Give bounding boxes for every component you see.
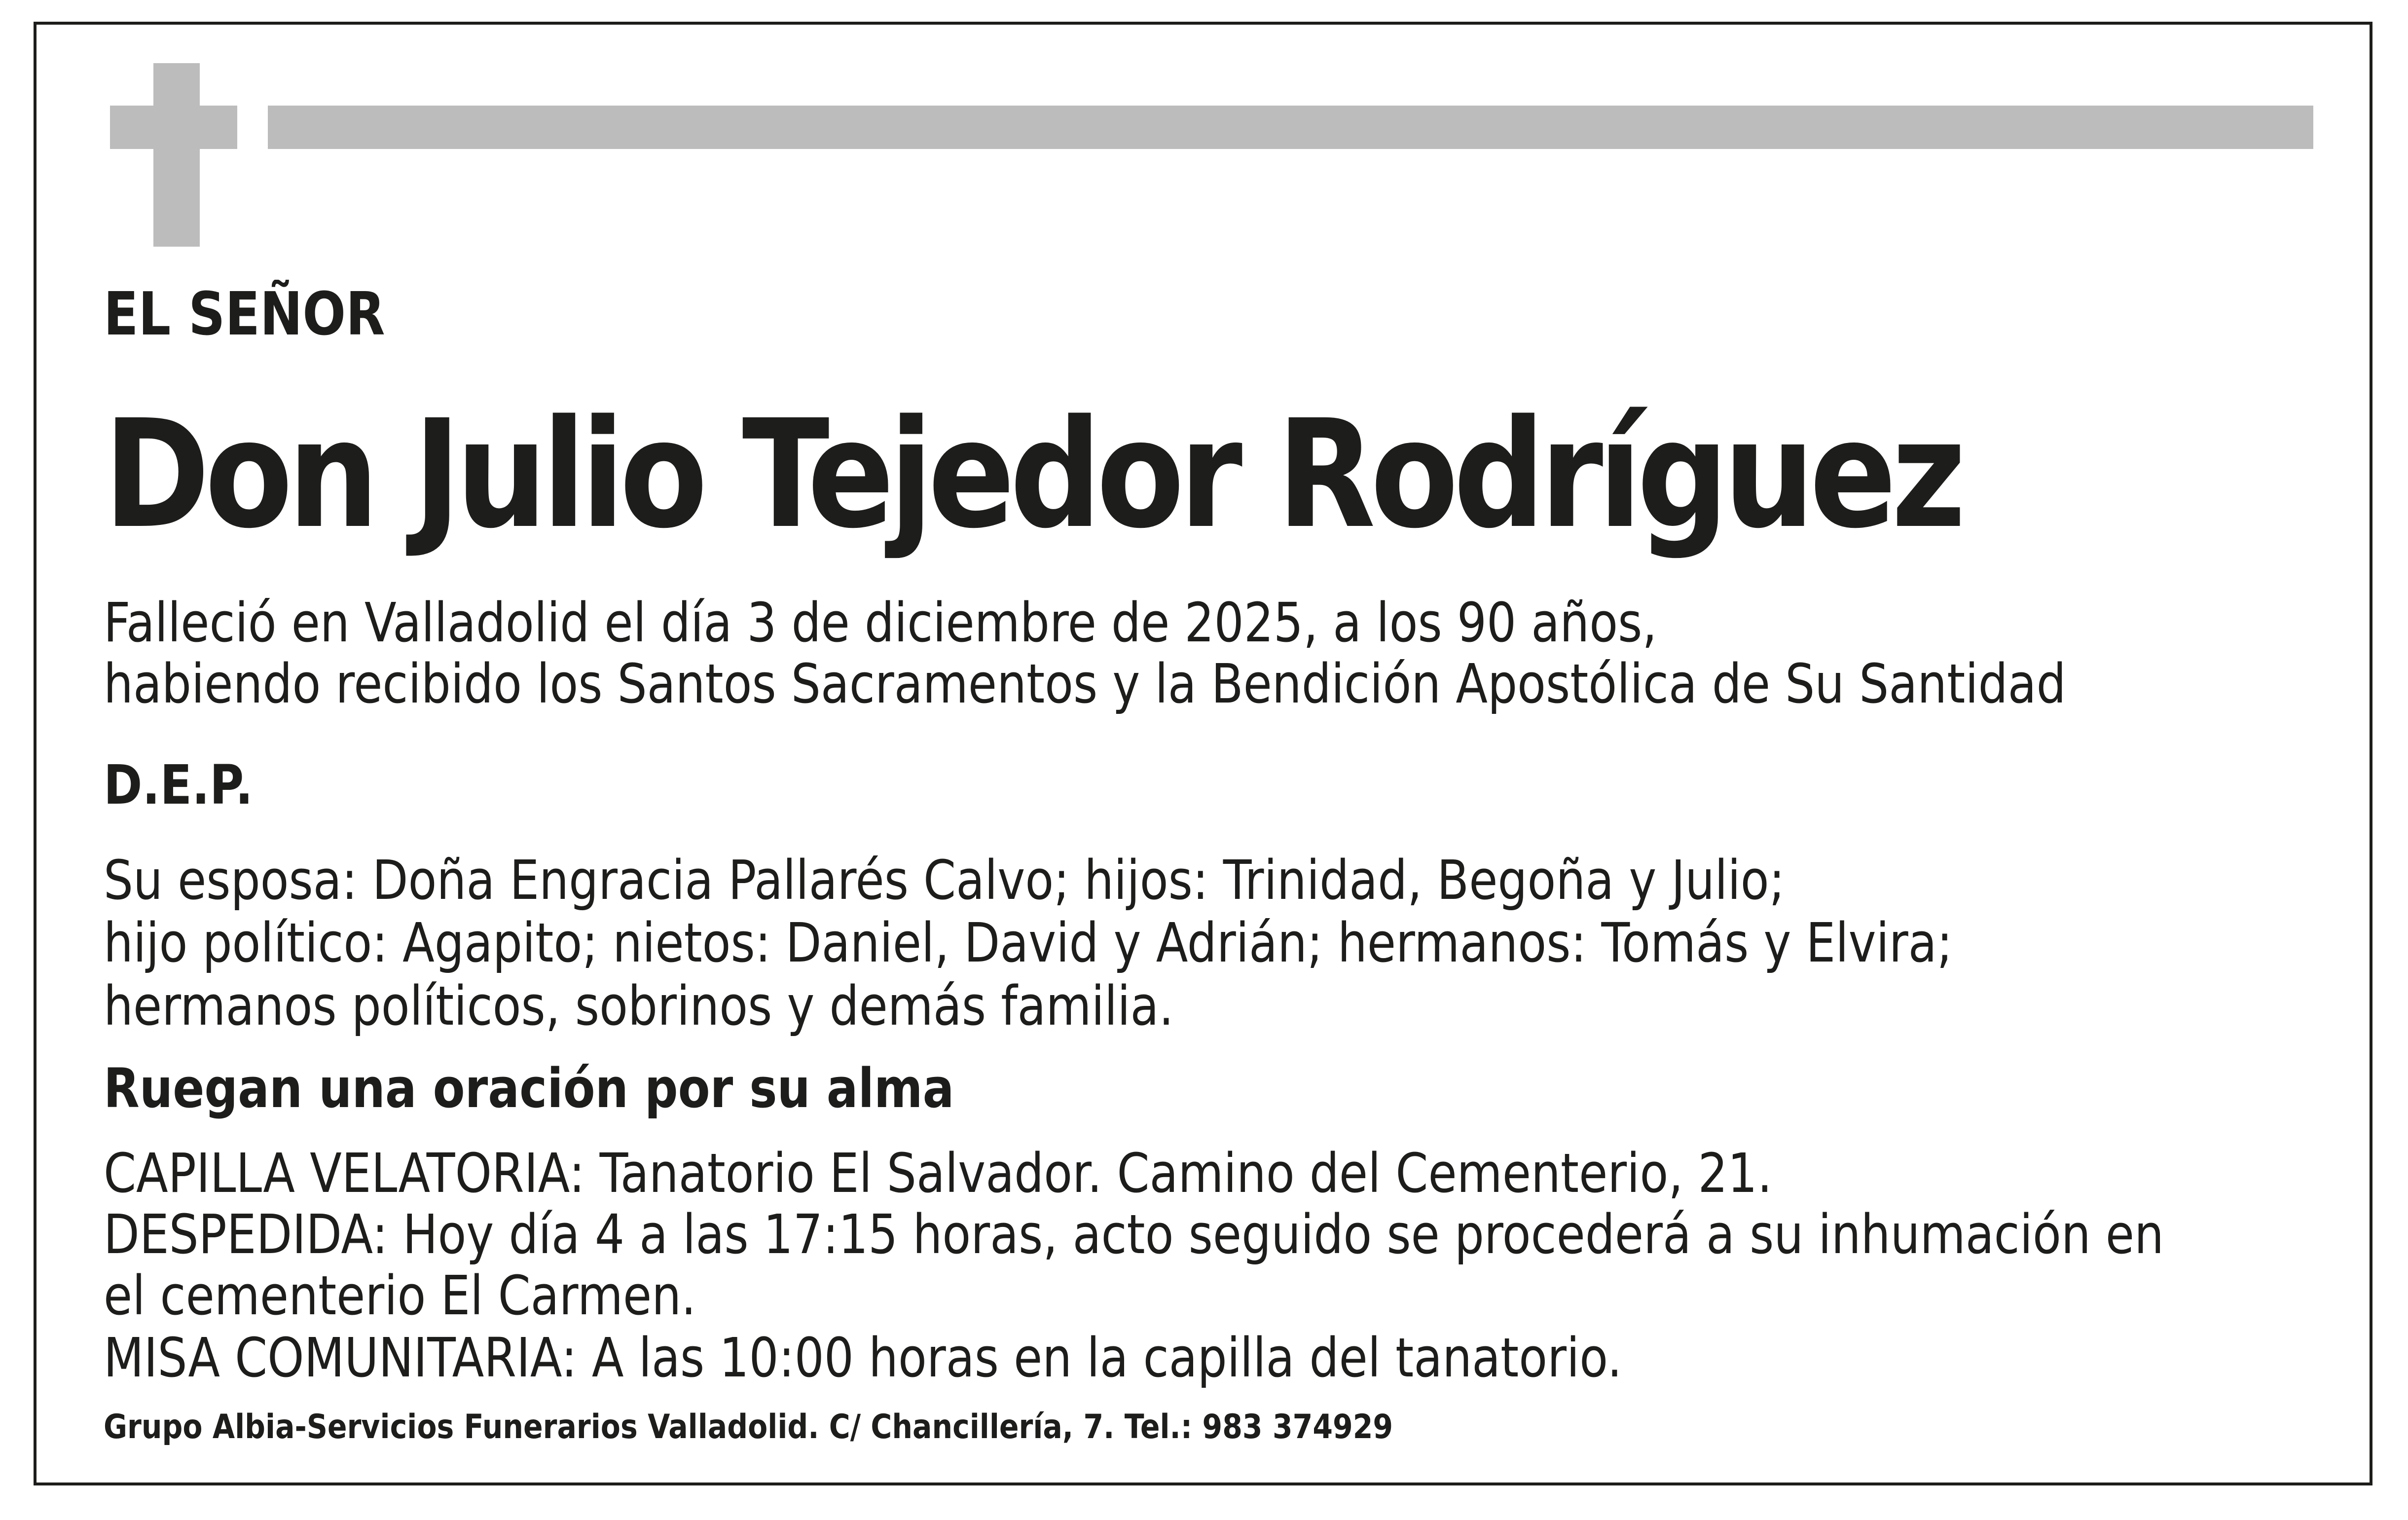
header-rule <box>268 106 2313 149</box>
cross-vertical-bar <box>153 63 200 247</box>
death-line: habiendo recibido los Santos Sacramentos y la Bendición Apostólica de Su Santidad <box>104 652 2066 715</box>
death-line: Falleció en Valladolid el día 3 de diciembre de 2025, a los 90 años, <box>104 591 1657 654</box>
prayer-request: Ruegan una oración por su alma <box>104 1057 954 1120</box>
service-line: CAPILLA VELATORIA: Tanatorio El Salvador. Camino del Cementerio, 21. <box>104 1142 1772 1205</box>
family-line: hermanos políticos, sobrinos y demás familia. <box>104 974 1174 1038</box>
notice-heading: EL SEÑOR <box>104 280 385 349</box>
service-line: MISA COMUNITARIA: A las 10:00 horas en la capilla del tanatorio. <box>104 1326 1622 1389</box>
family-line: Su esposa: Doña Engracia Pallarés Calvo; hijos: Trinidad, Begoña y Julio; <box>104 849 1785 912</box>
service-line: el cementerio El Carmen. <box>104 1264 696 1327</box>
cross-horizontal-bar <box>110 106 237 149</box>
deceased-name: Don Julio Tejedor Rodríguez <box>104 388 1961 561</box>
funeral-home-footer: Grupo Albia-Servicios Funerarios Valladolid. C/ Chancillería, 7. Tel.: 983 374929 <box>104 1408 1393 1446</box>
family-line: hijo político: Agapito; nietos: Daniel, David y Adrián; hermanos: Tomás y Elvira; <box>104 911 1953 974</box>
rip-label: D.E.P. <box>104 753 253 816</box>
service-line: DESPEDIDA: Hoy día 4 a las 17:15 horas, acto seguido se procederá a su inhumación en <box>104 1203 2164 1266</box>
